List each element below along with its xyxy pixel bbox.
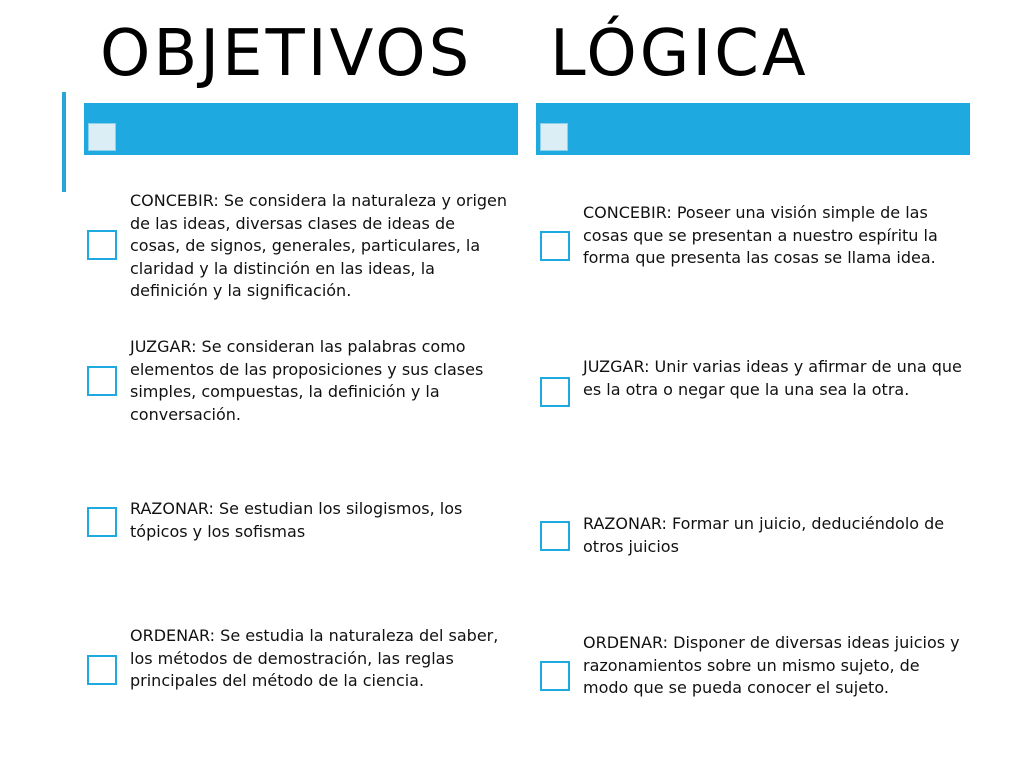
- bullet-box-icon: [87, 230, 117, 260]
- header-checkbox-icon: [88, 123, 116, 151]
- logica-ordenar: ORDENAR: Disponer de diversas ideas juicios y razonamientos sobre un mismo sujeto, de modo que se pueda conocer el sujeto.: [583, 633, 960, 697]
- bullet-box-icon: [87, 507, 117, 537]
- title-objetivos: OBJETIVOS: [100, 17, 473, 91]
- header-band-objetivos: [84, 103, 518, 155]
- bullet-box-icon: [540, 231, 570, 261]
- logica-juzgar: JUZGAR: Unir varias ideas y afirmar de una que es la otra o negar que la una sea la otra.: [583, 357, 962, 399]
- logica-razonar: RAZONAR: Formar un juicio, deduciéndolo de otros juicios: [583, 514, 945, 556]
- bullet-box-icon: [87, 655, 117, 685]
- objetivos-juzgar: JUZGAR: Se consideran las palabras como elementos de las proposiciones y sus clases simples, compuestas, la definición y la conversación.: [130, 337, 484, 424]
- objetivos-razonar: RAZONAR: Se estudian los silogismos, los tópicos y los sofismas: [130, 499, 463, 541]
- bullet-box-icon: [540, 521, 570, 551]
- title-logica: LÓGICA: [550, 17, 809, 91]
- logica-concebir: CONCEBIR: Poseer una visión simple de las cosas que se presentan a nuestro espíritu la forma que presenta las cosas se llama idea.: [583, 203, 938, 267]
- objetivos-concebir: CONCEBIR: Se considera la naturaleza y origen de las ideas, diversas clases de ideas de cosas, de signos, generales, particulares, la claridad y la distinción en las ideas, la definición y la significación.: [130, 191, 508, 300]
- header-checkbox-icon: [540, 123, 568, 151]
- bullet-box-icon: [87, 366, 117, 396]
- bullet-box-icon: [540, 661, 570, 691]
- objetivos-ordenar: ORDENAR: Se estudia la naturaleza del saber, los métodos de demostración, las reglas principales del método de la ciencia.: [130, 626, 499, 690]
- bullet-box-icon: [540, 377, 570, 407]
- accent-bar: [62, 92, 66, 192]
- header-band-logica: [536, 103, 970, 155]
